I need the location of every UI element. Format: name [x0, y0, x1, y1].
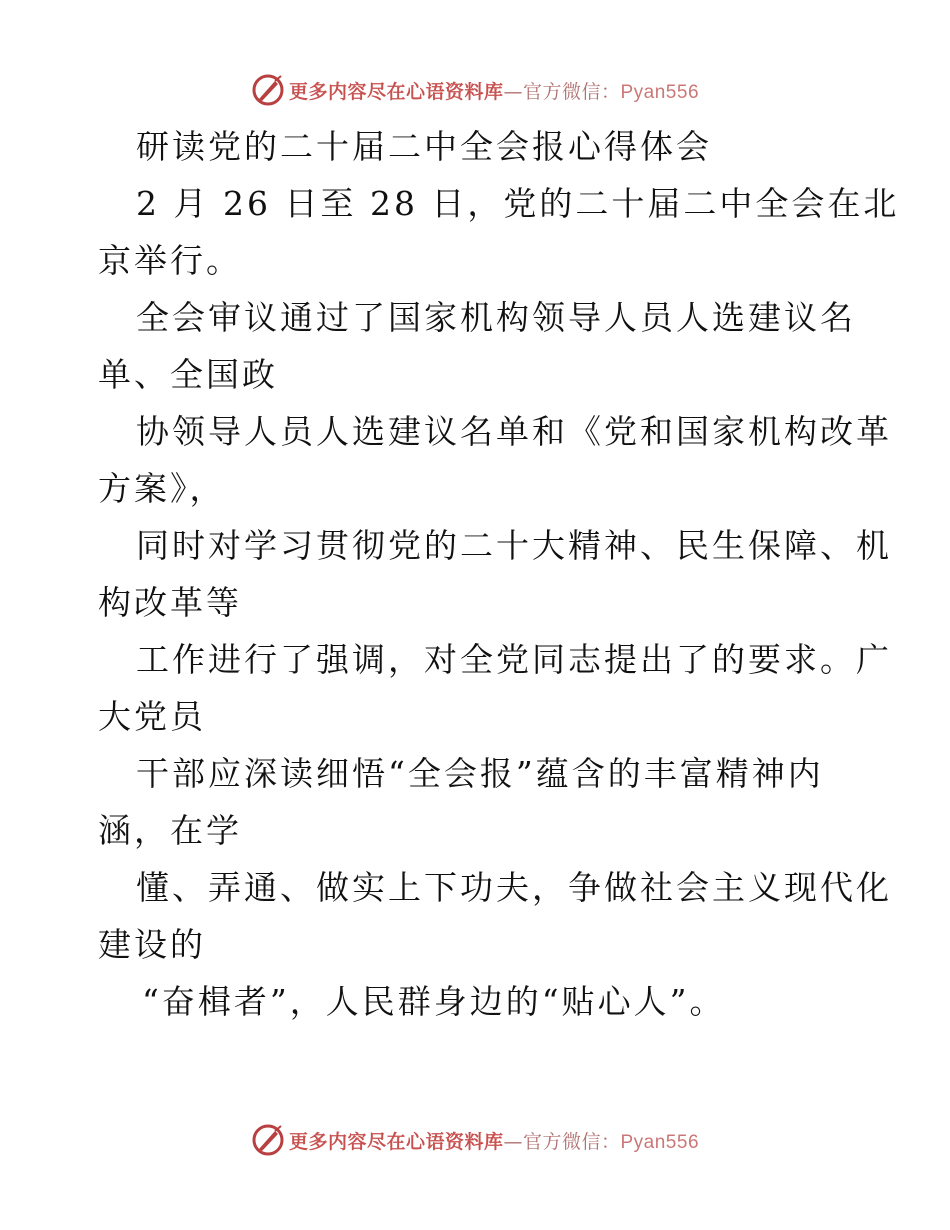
banner-text-id: Pyan556 [620, 1131, 700, 1153]
banner-text [289, 77, 699, 104]
paragraph-line: 干部应深读细悟“全会报”蕴含的丰富精神内 [136, 754, 824, 793]
banner-text-wechat: —官方微信： [503, 1130, 621, 1153]
banner-text-wechat: —官方微信： [503, 80, 621, 103]
document-body [98, 118, 900, 1030]
paragraph-line: 京举行。 [98, 241, 242, 280]
banner-text-main: 更多内容尽在心语资料库 [288, 1130, 504, 1153]
paragraph-line: 单、全国政 [98, 355, 278, 394]
banner-text [289, 1127, 699, 1154]
quill-pen-circle-icon [251, 73, 285, 107]
header-banner [0, 70, 950, 110]
paragraph-line: 懂、弄通、做实上下功夫，争做社会主义现代化 [136, 868, 892, 907]
paragraph-line: 全会审议通过了国家机构领导人员人选建议名 [136, 298, 856, 337]
paragraph-line: 大党员 [98, 697, 206, 736]
banner-text-id: Pyan556 [620, 81, 700, 103]
document-title: 研读党的二十届二中全会报心得体会 [136, 127, 712, 166]
paragraph-line: 协领导人员人选建议名单和《党和国家机构改革 [136, 412, 892, 451]
paragraph-line: 同时对学习贯彻党的二十大精神、民生保障、机 [136, 526, 892, 565]
paragraph-line: 建设的 [98, 925, 206, 964]
paragraph-line: “奋楫者”，人民群身边的“贴心人”。 [142, 982, 726, 1021]
paragraph-line: 方案》， [98, 469, 226, 508]
paragraph-line: 工作进行了强调，对全党同志提出了的要求。广 [136, 640, 892, 679]
paragraph-line: 构改革等 [98, 583, 242, 622]
quill-pen-circle-icon [251, 1123, 285, 1157]
paragraph-line: 2 月 26 日至 28 日，党的二十届二中全会在北 [136, 184, 900, 223]
footer-banner [0, 1120, 950, 1160]
banner-text-main: 更多内容尽在心语资料库 [288, 80, 504, 103]
paragraph-line: 涵，在学 [98, 811, 242, 850]
